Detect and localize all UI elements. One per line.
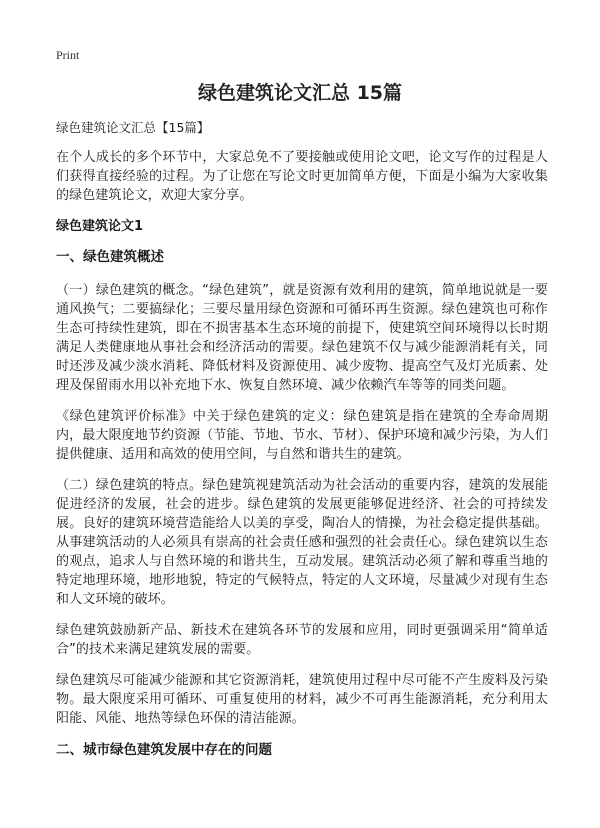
paragraph-concept: （一）绿色建筑的概念。“绿色建筑”，就是资源有效利用的建筑，简单地说就是一要通风换气；二要搞绿化；三要尽量用绿色资源和可循环再生资源。绿色建筑也可称作生态可持续性建筑，即在不损害基本生态环境的前提下，使建筑空间环境得以长时期满足人类健康地从事社会和经济活动的需要。绿色建筑不仅与减少能源消耗有关，同时还涉及减少淡水消耗、降低材料及资源使用、减少废物、提高空气及灯光质素、处理及保留雨水用以补充地下水、恢复自然环境、减少依赖汽车等等的同类问题。 xyxy=(56,283,548,393)
section-heading-overview: 一、绿色建筑概述 xyxy=(56,249,164,265)
document-subtitle: 绿色建筑论文汇总【15篇】 xyxy=(56,120,210,135)
article-heading: 绿色建筑论文1 xyxy=(56,219,144,234)
paragraph-resources: 绿色建筑尽可能减少能源和其它资源消耗，建筑使用过程中尽可能不产生废料及污染物。最大限度采用可循环、可重复使用的材料，减少不可再生能源消耗，充分利用太阳能、风能、地热等绿色环保的清洁能源。 xyxy=(56,673,548,726)
paragraph-technology: 绿色建筑鼓励新产品、新技术在建筑各环节的发展和应用，同时更强调采用“简单适合”的技术来满足建筑发展的需要。 xyxy=(56,623,548,657)
section-heading-problems: 二、城市绿色建筑发展中存在的问题 xyxy=(56,742,272,758)
document-body xyxy=(56,118,548,774)
page-title: 绿色建筑论文汇总 15篇 xyxy=(197,82,403,104)
intro-paragraph: 在个人成长的多个环节中，大家总免不了要接触或使用论文吧，论文写作的过程是人们获得直接经验的过程。为了让您在写论文时更加简单方便，下面是小编为大家收集的绿色建筑论文，欢迎大家分享。 xyxy=(56,150,548,203)
print-label: Print xyxy=(56,48,80,62)
paragraph-features: （二）绿色建筑的特点。绿色建筑视建筑活动为社会活动的重要内容，建筑的发展能促进经济的发展，社会的进步。绿色建筑的发展更能够促进经济、社会的可持续发展。良好的建筑环境营造能给人以美的享受，陶冶人的情操，为社会稳定提供基础。从事建筑活动的人必须具有崇高的社会责任感和强烈的社会责任心。绿色建筑以生态的观点，追求人与自然环境的和谐共生，互动发展。建筑活动必须了解和尊重当地的特定地理环境，地形地貌，特定的气候特点，特定的人文环境，尽量减少对现有生态和人文环境的破坏。 xyxy=(56,478,548,607)
paragraph-definition: 《绿色建筑评价标准》中关于绿色建筑的定义：绿色建筑是指在建筑的全寿命周期内，最大限度地节约资源（节能、节地、节水、节材）、保护环境和减少污染，为人们提供健康、适用和高效的使用空间，与自然和谐共生的建筑。 xyxy=(56,409,548,462)
